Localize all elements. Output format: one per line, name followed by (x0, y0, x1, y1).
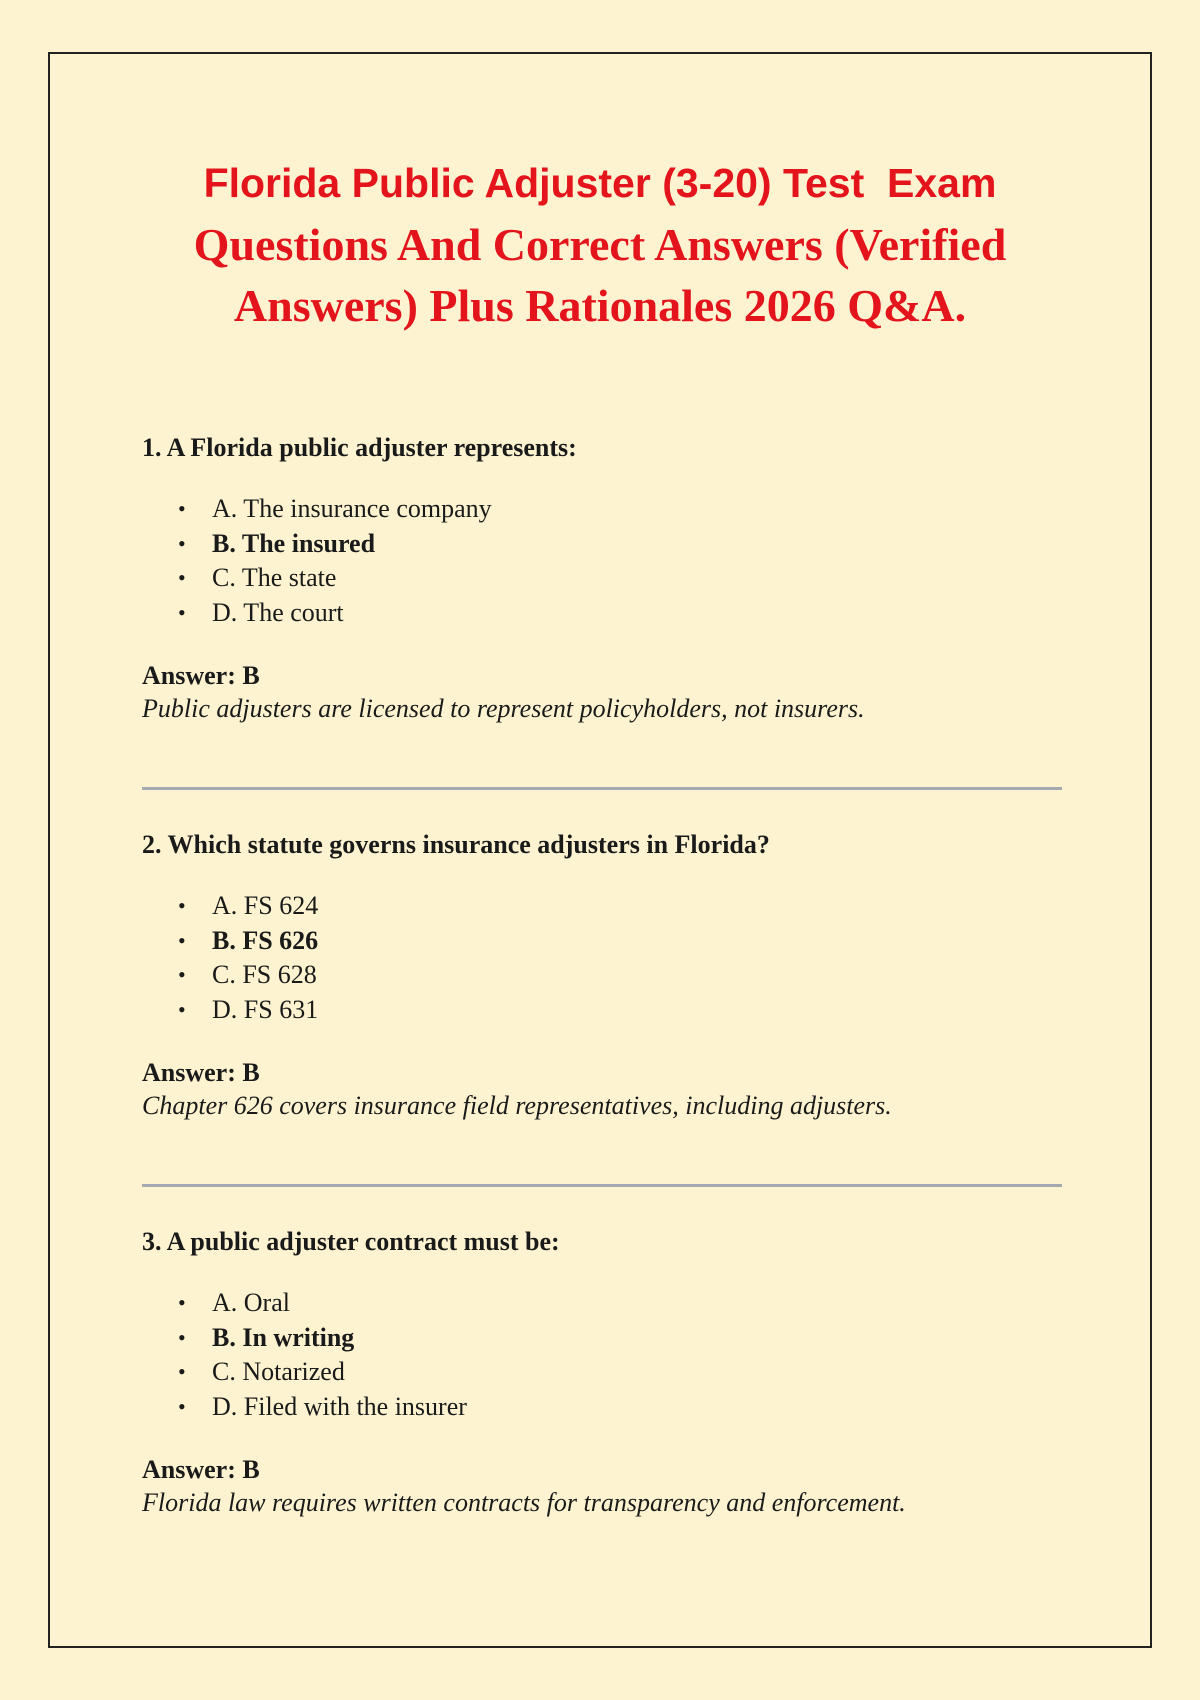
question-block-2 (142, 829, 1062, 1123)
bullet-icon: • (178, 565, 186, 590)
question-text: 1. A Florida public adjuster represents: (142, 433, 577, 462)
answer-label: Answer: B (142, 1058, 260, 1087)
bullet-icon: • (178, 962, 186, 987)
option-b-correct: • B. In writing (142, 1321, 1062, 1356)
option-c: • C. Notarized (142, 1355, 1062, 1390)
option-list (142, 492, 1062, 630)
option-d: • D. Filed with the insurer (142, 1390, 1062, 1425)
bullet-icon: • (178, 1359, 186, 1384)
bullet-icon: • (178, 1393, 186, 1419)
option-a: • A. Oral (142, 1286, 1062, 1321)
option-c: • C. The state (142, 561, 1062, 596)
bullet-icon: • (178, 996, 186, 1022)
rationale-text: Florida law requires written contracts for transparency and enforcement. (142, 1488, 906, 1517)
bullet-icon: • (178, 496, 186, 521)
title-line-3: Answers) Plus Rationales 2026 Q&A. (233, 280, 967, 331)
document-title (60, 152, 1140, 336)
option-b-correct: • B. FS 626 (142, 924, 1062, 959)
option-a: • A. FS 624 (142, 889, 1062, 924)
section-divider (142, 1184, 1062, 1187)
option-a: • A. The insurance company (142, 492, 1062, 527)
rationale-text: Public adjusters are licensed to represent policyholders, not insurers. (142, 694, 865, 723)
rationale-text: Chapter 626 covers insurance field representatives, including adjusters. (142, 1091, 892, 1120)
option-list (142, 1286, 1062, 1424)
answer-label: Answer: B (142, 1455, 260, 1484)
bullet-icon: • (178, 1290, 186, 1315)
title-line-2: Questions And Correct Answers (Verified (193, 219, 1007, 270)
option-list (142, 889, 1062, 1027)
bullet-icon: • (178, 530, 186, 556)
section-divider (142, 787, 1062, 790)
bullet-icon: • (178, 893, 186, 918)
option-d: • D. FS 631 (142, 993, 1062, 1028)
option-c: • C. FS 628 (142, 958, 1062, 993)
question-text: 2. Which statute governs insurance adjusters in Florida? (142, 830, 770, 859)
question-block-1 (142, 432, 1062, 726)
option-b-correct: • B. The insured (142, 527, 1062, 562)
option-d: • D. The court (142, 596, 1062, 631)
answer-label: Answer: B (142, 661, 260, 690)
question-text: 3. A public adjuster contract must be: (142, 1227, 560, 1256)
title-line-1: Florida Public Adjuster (3-20) Test Exam (203, 160, 997, 206)
question-block-3 (142, 1226, 1062, 1520)
bullet-icon: • (178, 1324, 186, 1350)
bullet-icon: • (178, 927, 186, 953)
bullet-icon: • (178, 599, 186, 625)
